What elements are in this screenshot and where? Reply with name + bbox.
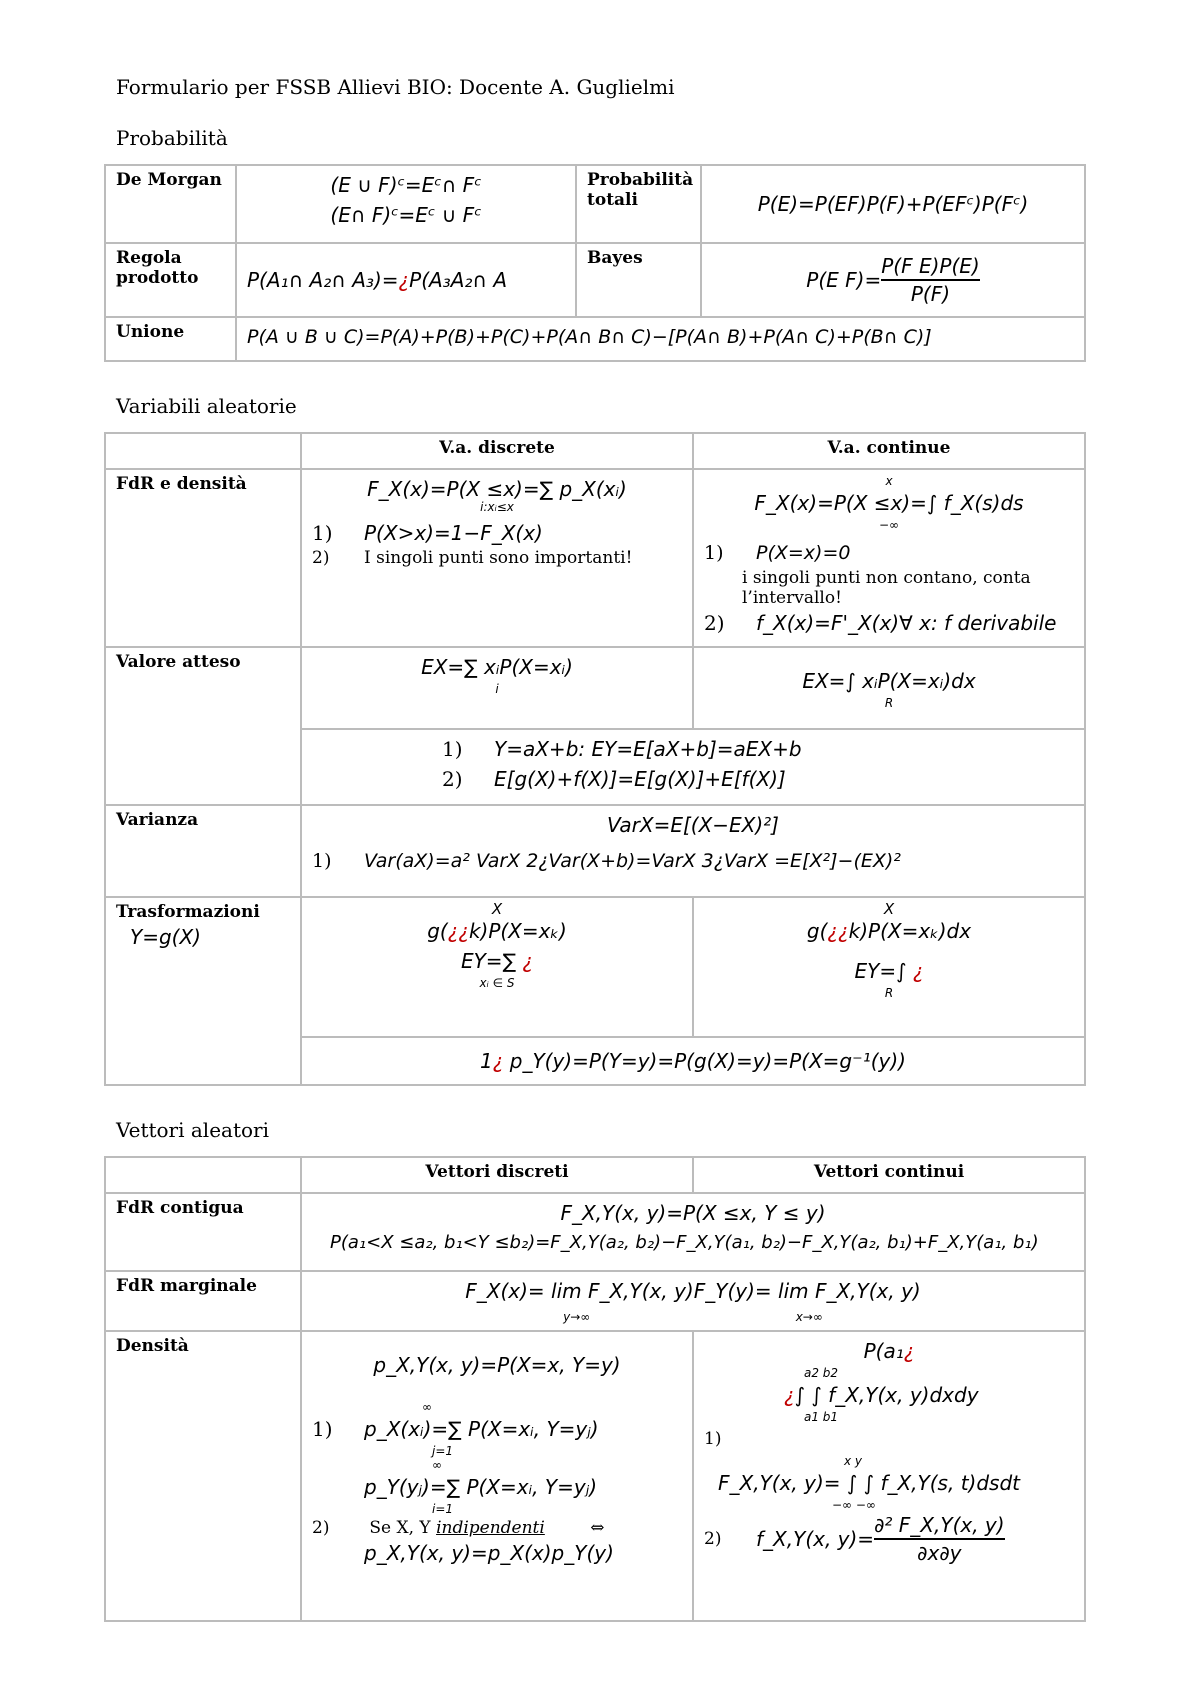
formula-probabilita-totali: P(E)=P(EF)P(F)+P(EFᶜ)P(Fᶜ): [701, 165, 1085, 243]
valore-atteso-discrete: EX=∑ xᵢP(X=xᵢ) i: [301, 647, 693, 729]
header-va-discrete: V.a. discrete: [301, 433, 693, 469]
formula-regola-prodotto: P(A₁∩ A₂∩ A₃)=¿P(A₃A₂∩ A: [236, 243, 576, 317]
label-probabilita-totali: Probabilità totali: [576, 165, 701, 243]
trasformazioni-discrete: X g(¿¿k)P(X=xₖ) EY=∑ ¿ xᵢ ∈ S: [301, 897, 693, 1037]
formula-unione: P(A ∪ B ∪ C)=P(A)+P(B)+P(C)+P(A∩ B∩ C)−[P(A∩ B)+P(A∩ C)+P(B∩ C)]: [236, 317, 1085, 361]
header-va-continue: V.a. continue: [693, 433, 1085, 469]
label-densita: Densità: [105, 1331, 301, 1621]
section-heading-variabili-aleatorie: Variabili aleatorie: [116, 394, 297, 418]
densita-continui-cell: P(a₁¿ a2 b2 ¿∫ ∫ f_X,Y(x, y)dxdy a1 b1 1) x y F_X,Y(x, y)= ∫ ∫ f_X,Y(s, t)dsdt −∞ −∞ 2) f_X,Y(x, y)= $\frac{\text{∂² F\_X,Y(x, y)}}{\partial x\partial y}$: [693, 1331, 1085, 1621]
valore-atteso-continue: EX=∫ xᵢP(X=xᵢ)dx R: [693, 647, 1085, 729]
varianza-cell: VarX=E[(X−EX)²] 1) Var(aX)=a² VarX 2¿Var(X+b)=VarX 3¿VarX =E[X²]−(EX)²: [301, 805, 1085, 897]
section-heading-vettori-aleatori: Vettori aleatori: [116, 1118, 269, 1142]
variabili-aleatorie-table: [104, 432, 1086, 1086]
label-bayes: Bayes: [576, 243, 701, 317]
trasformazioni-continue: X g(¿¿k)P(X=xₖ)dx EY=∫ ¿ R: [693, 897, 1085, 1037]
label-regola-prodotto: Regola prodotto: [105, 243, 236, 317]
label-de-morgan: De Morgan: [105, 165, 236, 243]
vettori-aleatori-table: [104, 1156, 1086, 1622]
valore-atteso-properties: 1) Y=aX+b: EY=E[aX+b]=aEX+b 2) E[g(X)+f(X)]=E[g(X)]+E[f(X)]: [301, 729, 1085, 805]
densita-discreti-cell: p_X,Y(x, y)=P(X=x, Y=y) ∞ 1) p_X(xᵢ)=∑ P(X=xᵢ, Y=yⱼ) j=1 ∞ p_Y(yⱼ)=∑ P(X=xᵢ, Y=yⱼ) i=1 2) Se X, Y indipendenti ⇔ p_X,Y(x, y)=p_X(x)p_Y(y): [301, 1331, 693, 1621]
fdr-contigua-cell: F_X,Y(x, y)=P(X ≤x, Y ≤ y) P(a₁<X ≤a₂, b₁<Y ≤b₂)=F_X,Y(a₂, b₂)−F_X,Y(a₁, b₂)−F_X,Y(a₂, b₁)+F_X,Y(a₁, b₁): [301, 1193, 1085, 1271]
label-varianza: Varianza: [105, 805, 301, 897]
header-empty: [105, 1157, 301, 1193]
header-vettori-discreti: Vettori discreti: [301, 1157, 693, 1193]
formula-de-morgan: (E ∪ F)ᶜ=Eᶜ∩ Fᶜ (E∩ F)ᶜ=Eᶜ ∪ Fᶜ: [236, 165, 576, 243]
label-valore-atteso: Valore atteso: [105, 647, 301, 805]
probabilita-table: [104, 164, 1086, 362]
label-fdr-marginale: FdR marginale: [105, 1271, 301, 1331]
label-unione: Unione: [105, 317, 236, 361]
section-heading-probabilita: Probabilità: [116, 126, 228, 150]
header-empty: [105, 433, 301, 469]
label-fdr-contigua: FdR contigua: [105, 1193, 301, 1271]
fdr-continue-cell: x F_X(x)=P(X ≤x)=∫ f_X(s)ds −∞ 1) P(X=x)=0 i singoli punti non contano, conta l’intervallo! 2) f_X(x)=F'_X(x)∀ x: f derivabile: [693, 469, 1085, 647]
fdr-marginale-cell: F_X(x)= lim F_X,Y(x, y)F_Y(y)= lim F_X,Y(x, y) y→∞ x→∞: [301, 1271, 1085, 1331]
trasformazioni-bottom: 1¿ p_Y(y)=P(Y=y)=P(g(X)=y)=P(X=g⁻¹(y)): [301, 1037, 1085, 1085]
document-title: Formulario per FSSB Allievi BIO: Docente A. Guglielmi: [116, 75, 675, 99]
fdr-discrete-cell: F_X(x)=P(X ≤x)=∑ p_X(xᵢ) i:xᵢ≤x 1) P(X>x)=1−F_X(x) 2) I singoli punti sono importanti!: [301, 469, 693, 647]
label-fdr-densita: FdR e densità: [105, 469, 301, 647]
header-vettori-continui: Vettori continui: [693, 1157, 1085, 1193]
formula-bayes: P(E F)= $\frac{\text{P(F E)P(E)}}{P(F)}$: [701, 243, 1085, 317]
label-trasformazioni: Trasformazioni Y=g(X): [105, 897, 301, 1085]
